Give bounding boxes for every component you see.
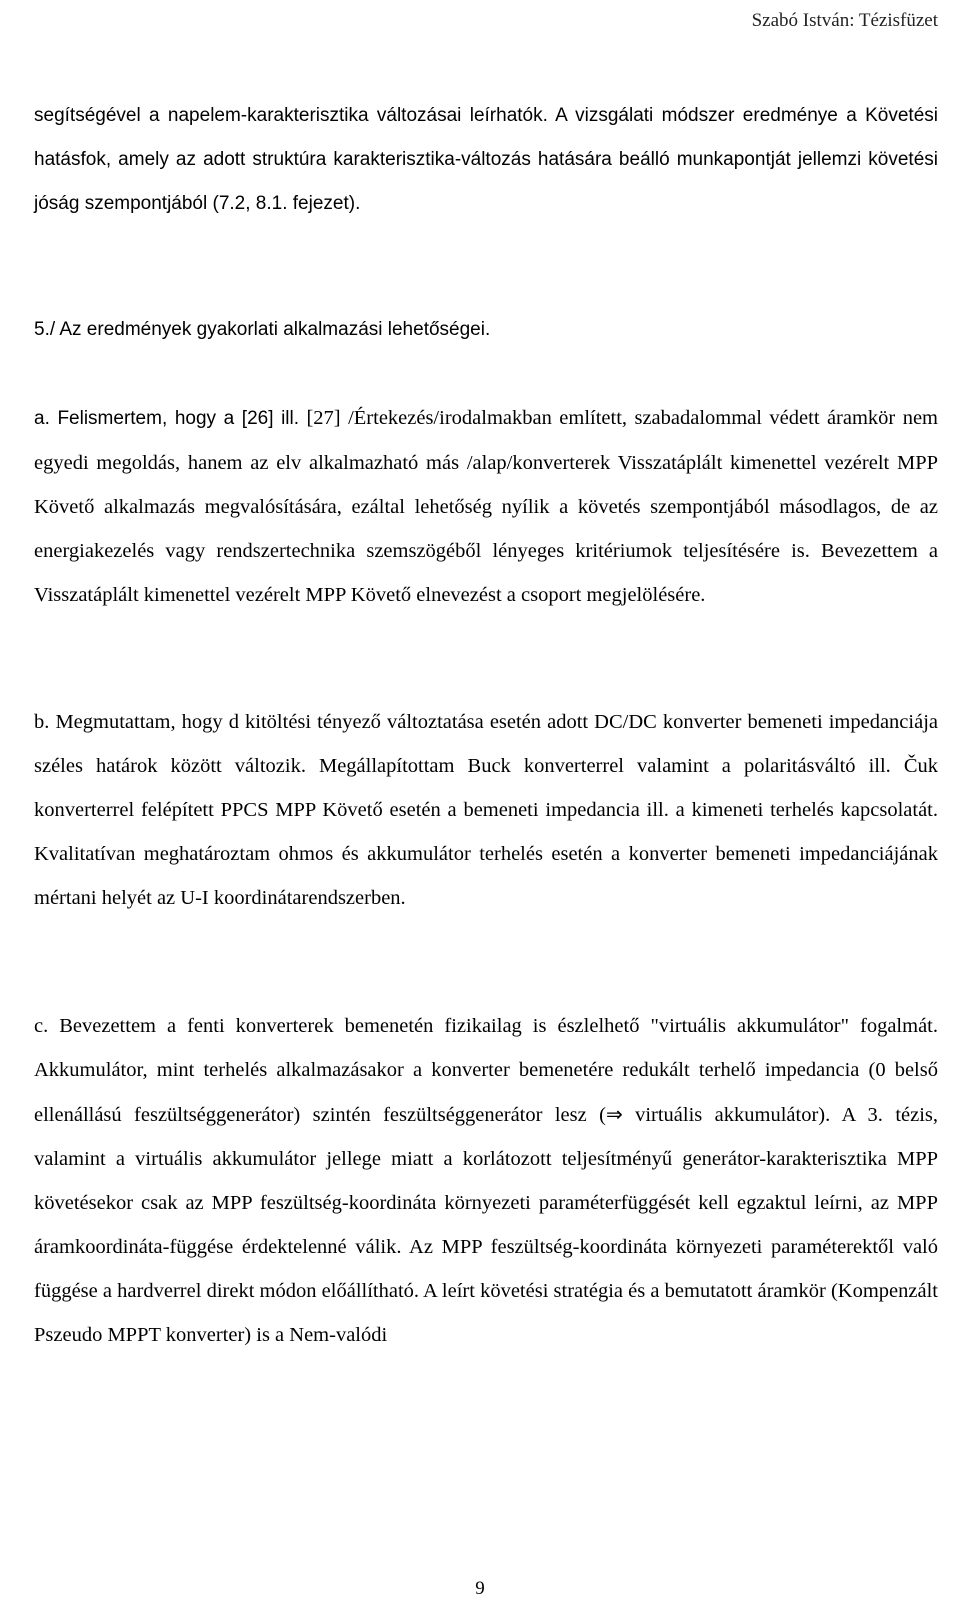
paragraph-c-text-start: c. Bevezettem a fenti konverterek bemenetén fizikailag is észlelhető "virtuális akkumulátor" fogalmát. Akkumulátor, mint terhelés alkalmazásakor a konverter bemenetére redukált terhelő impedancia (0 belső ellenállású feszültséggenerátor) szintén feszültséggenerátor lesz ( <box>34 1015 938 1126</box>
paragraph-c-text-end: virtuális akkumulátor). A 3. tézis, valamint a virtuális akkumulátor jellege miatt a korlátozott teljesítményű generátor-karakterisztika MPP követésekor csak az MPP feszültség-koordináta környezeti paraméterfüggését kell egzaktul leírni, az MPP áramkoordináta-függése érdektelenné válik. Az MPP feszültség-koordináta környezeti paraméterektől való függése a hardverrel direkt módon előállítható. A leírt követési stratégia és a bemutatott áramkör (Kompenzált Pszeudo MPPT konverter) is a Nem-valódi <box>34 1104 939 1346</box>
paragraph-c <box>34 1004 938 1357</box>
paragraph-b: b. Megmutattam, hogy d kitöltési tényező változtatása esetén adott DC/DC konverter bemeneti impedanciája széles határok között változik. Megállapítottam Buck konverterrel valamint a polaritásváltó ill. Čuk konverterrel felépített PPCS MPP Követő esetén a bemeneti impedancia ill. a kimeneti terhelés kapcsolatát. Kvalitatívan meghatároztam ohmos és akkumulátor terhelés esetén a konverter bemeneti impedanciájának mértani helyét az U-I koordinátarendszerben. <box>34 711 938 909</box>
intro-paragraph-block <box>34 94 938 226</box>
section-heading: 5./ Az eredmények gyakorlati alkalmazási lehetőségei. <box>34 319 491 340</box>
page-number: 9 <box>475 1578 485 1599</box>
paragraph-c-block <box>34 1004 938 1357</box>
implies-arrow-icon: ⇒ <box>605 1102 623 1126</box>
paragraph-a-lead: a. Felismertem, hogy a [26] ill. <box>34 408 300 429</box>
paragraph-a-body: [27] /Értekezés/irodalmakban említett, szabadalommal védett áramkör nem egyedi megoldás, hanem az elv alkalmazható más /alap/konverterek Visszatáplált kimenettel vezérelt MPP Követő alkalmazás megvalósítására, ezáltal lehetőség nyílik a követés szempontjából másodlagos, de az energiakezelés vagy rendszertechnika szemszögéből lényeges kritériumok teljesítésére is. Bevezettem a Visszatáplált kimenettel vezérelt MPP Követő elnevezést a csoport megjelölésére. <box>34 407 938 606</box>
paragraph-a <box>34 396 938 617</box>
intro-paragraph: segítségével a napelem-karakterisztika változásai leírhatók. A vizsgálati módszer eredménye a Követési hatásfok, amely az adott struktúra karakterisztika-változás hatására beálló munkapontját jellemzi követési jóság szempontjából (7.2, 8.1. fejezet). <box>34 105 938 214</box>
paragraph-b-block <box>34 700 938 920</box>
running-header: Szabó István: Tézisfüzet <box>751 10 938 31</box>
paragraph-a-block <box>34 396 938 617</box>
